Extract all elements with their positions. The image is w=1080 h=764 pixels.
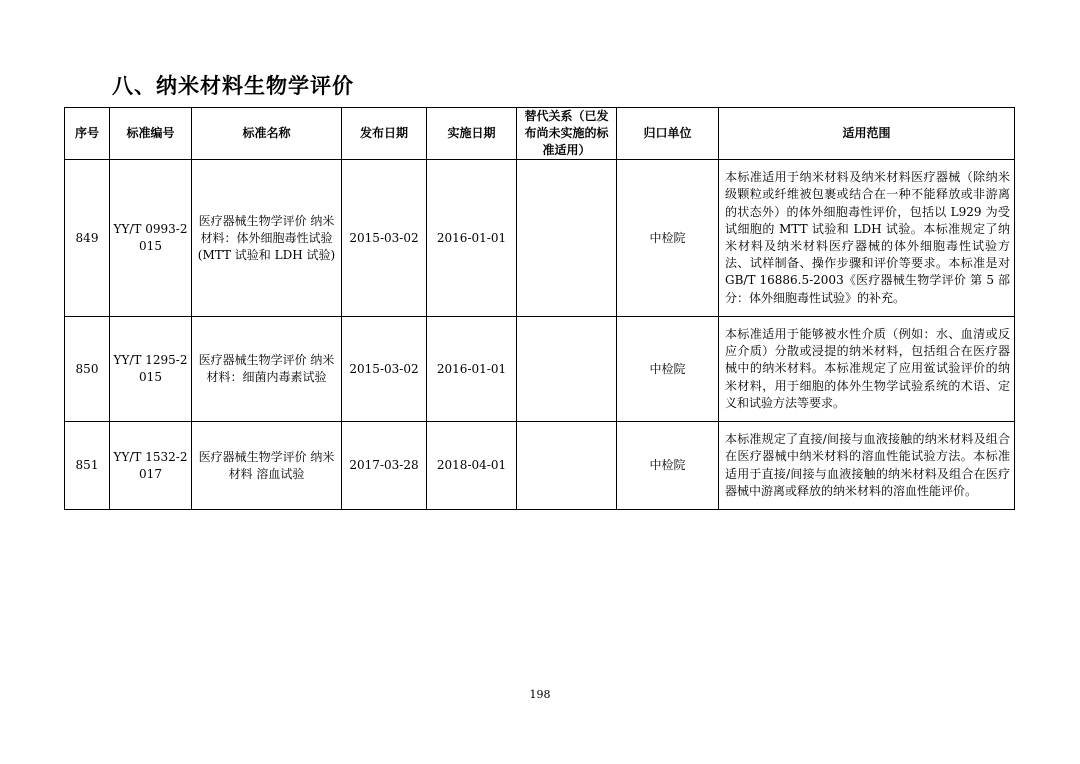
cell-code: YY/T 0993-2015: [110, 160, 192, 317]
cell-published: 2017-03-28: [342, 422, 427, 510]
cell-unit: 中检院: [617, 160, 719, 317]
cell-effective: 2016-01-01: [427, 317, 517, 422]
cell-name: 医疗器械生物学评价 纳米材料：细菌内毒素试验: [192, 317, 342, 422]
cell-no: 851: [65, 422, 110, 510]
page-number: 198: [529, 688, 551, 701]
table-row: [65, 317, 1015, 422]
cell-unit: 中检院: [617, 317, 719, 422]
cell-scope: 本标准适用于能够被水性介质（例如：水、血清或反应介质）分散或浸提的纳米材料，包括组合在医疗器械中的纳米材料。本标准规定了应用鲎试验评价的纳米材料，用于细胞的体外生物学试验系统的术语、定义和试验方法等要求。: [719, 317, 1015, 422]
cell-published: 2015-03-02: [342, 317, 427, 422]
cell-name: 医疗器械生物学评价 纳米材料：体外细胞毒性试验(MTT 试验和 LDH 试验): [192, 160, 342, 317]
cell-effective: 2018-04-01: [427, 422, 517, 510]
cell-replaces: [517, 160, 617, 317]
cell-unit: 中检院: [617, 422, 719, 510]
cell-scope: 本标准规定了直接/间接与血液接触的纳米材料及组合在医疗器械中纳米材料的溶血性能试验方法。本标准适用于直接/间接与血液接触的纳米材料及组合在医疗器械中游离或释放的纳米材料的溶血性能评价。: [719, 422, 1015, 510]
cell-replaces: [517, 422, 617, 510]
table-row: [65, 422, 1015, 510]
cell-replaces: [517, 317, 617, 422]
cell-published: 2015-03-02: [342, 160, 427, 317]
col-header-unit: 归口单位: [617, 108, 719, 160]
cell-no: 849: [65, 160, 110, 317]
cell-code: YY/T 1295-2015: [110, 317, 192, 422]
col-header-effective: 实施日期: [427, 108, 517, 160]
cell-scope: 本标准适用于纳米材料及纳米材料医疗器械（除纳米级颗粒或纤维被包裹或结合在一种不能释放或非游离的状态外）的体外细胞毒性评价，包括以 L929 为受试细胞的 MTT 试验和 LDH 试验。本标准规定了纳米材料及纳米材料医疗器械的体外细胞毒性试验方法、试样制备、操作步骤和评价等要求。本标准是对 GB/T 16886.5-2003《医疗器械生物学评价 第 5 部分：体外细胞毒性试验》的补充。: [719, 160, 1015, 317]
cell-code: YY/T 1532-2017: [110, 422, 192, 510]
cell-effective: 2016-01-01: [427, 160, 517, 317]
section-title: 八、纳米材料生物学评价: [112, 74, 354, 98]
col-header-replaces: 替代关系（已发布尚未实施的标准适用）: [517, 108, 617, 160]
col-header-code: 标准编号: [110, 108, 192, 160]
col-header-no: 序号: [65, 108, 110, 160]
table-header-row: [65, 108, 1015, 160]
table-row: [65, 160, 1015, 317]
col-header-name: 标准名称: [192, 108, 342, 160]
cell-no: 850: [65, 317, 110, 422]
standards-table: [64, 107, 1015, 510]
col-header-published: 发布日期: [342, 108, 427, 160]
col-header-scope: 适用范围: [719, 108, 1015, 160]
cell-name: 医疗器械生物学评价 纳米材料 溶血试验: [192, 422, 342, 510]
